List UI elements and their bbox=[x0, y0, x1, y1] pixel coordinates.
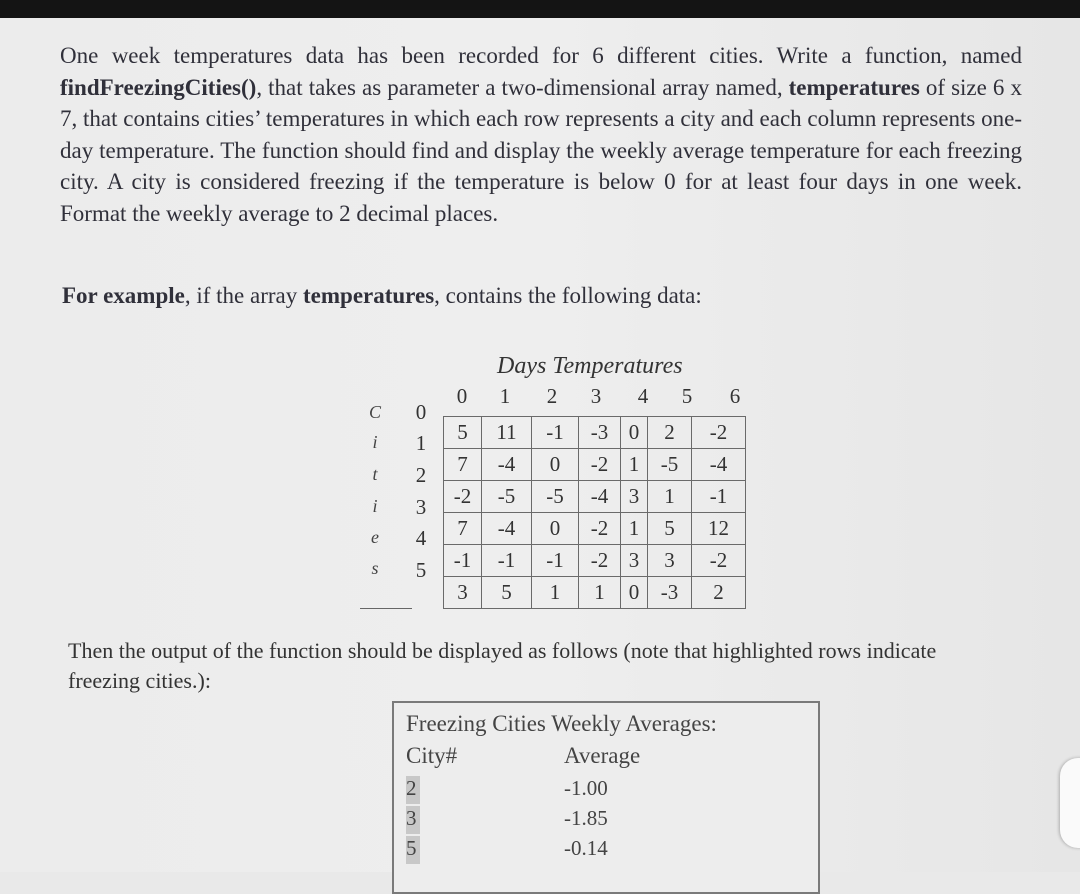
intro-text-1: One week temperatures data has been recorded for 6 different cities. Write a function, named bbox=[60, 43, 1022, 68]
cities-label-letter: C bbox=[368, 402, 381, 422]
col-header: 2 bbox=[546, 384, 558, 408]
table-cell: -1 bbox=[444, 545, 482, 577]
row-index: 3 bbox=[415, 495, 427, 519]
table-cell: 0 bbox=[532, 513, 579, 545]
table-cell: -4 bbox=[692, 449, 746, 481]
example-tail: , contains the following data: bbox=[434, 283, 702, 308]
col-header: 6 bbox=[729, 384, 741, 408]
row-index: 2 bbox=[415, 463, 427, 487]
table-cell: -4 bbox=[482, 513, 532, 545]
cities-label-letter: e bbox=[371, 527, 379, 547]
cities-label-letter: i bbox=[372, 432, 378, 452]
col-header: 5 bbox=[681, 384, 693, 408]
table-cell: -1 bbox=[482, 545, 532, 577]
city-header: City# bbox=[406, 743, 458, 768]
output-explanation: Then the output of the function should be displayed as follows (note that highlighted rows indicate freezing cities.): bbox=[68, 638, 937, 693]
output-average-value: -1.00 bbox=[564, 776, 608, 800]
output-average-value: -1.85 bbox=[564, 806, 608, 830]
example-line bbox=[62, 283, 702, 309]
table-cell: -2 bbox=[579, 449, 621, 481]
table-row bbox=[444, 481, 746, 513]
table-cell: 5 bbox=[648, 513, 692, 545]
table-cell: 7 bbox=[444, 513, 482, 545]
table-cell: 1 bbox=[621, 449, 648, 481]
table-row bbox=[444, 449, 746, 481]
table-cell: 7 bbox=[444, 449, 482, 481]
table-cell: -3 bbox=[648, 577, 692, 609]
table-cell: -2 bbox=[692, 545, 746, 577]
output-city-number: 5 bbox=[406, 836, 417, 860]
row-index: 4 bbox=[415, 526, 427, 550]
output-city-number: 3 bbox=[406, 806, 417, 830]
table-cell: 2 bbox=[692, 577, 746, 609]
table-cell: 2 bbox=[648, 417, 692, 449]
example-lead: For example bbox=[62, 283, 185, 308]
cities-label-letter: i bbox=[372, 496, 378, 516]
example-array-name: temperatures bbox=[303, 283, 435, 308]
table-cell: -4 bbox=[579, 481, 621, 513]
scroll-edge-tab[interactable] bbox=[1060, 758, 1080, 848]
top-black-bar bbox=[0, 0, 1080, 18]
row-index: 1 bbox=[415, 431, 427, 455]
table-cell: -2 bbox=[444, 481, 482, 513]
table-cell: 5 bbox=[482, 577, 532, 609]
table-cell: -2 bbox=[579, 513, 621, 545]
cities-underline bbox=[360, 608, 412, 609]
table-cell: -1 bbox=[692, 481, 746, 513]
question-page bbox=[0, 18, 1080, 872]
table-cell: 0 bbox=[621, 417, 648, 449]
intro-text-3: of size 6 x 7, that contains cities’ temperatures in which each row represents a city and each column represents one-day temperature. The function should find and display the weekly average temperature for each freezing city. A city is considered freezing if the temperature is below 0 for at least four days in one week. Format the weekly average to 2 decimal places. bbox=[60, 74, 1023, 226]
table-cell: 1 bbox=[621, 513, 648, 545]
row-index: 5 bbox=[415, 558, 427, 582]
table-cell: 11 bbox=[482, 417, 532, 449]
table-cell: 1 bbox=[579, 577, 621, 609]
function-name: findFreezingCities() bbox=[60, 74, 257, 100]
table-cell: -5 bbox=[532, 481, 579, 513]
table-cell: 3 bbox=[648, 545, 692, 577]
table-cell: -1 bbox=[532, 417, 579, 449]
col-header: 0 bbox=[456, 384, 468, 408]
table-cell: -3 bbox=[579, 417, 621, 449]
table-cell: 5 bbox=[444, 417, 482, 449]
table-row bbox=[444, 513, 746, 545]
cities-label-letter: t bbox=[372, 464, 378, 484]
table-cell: 1 bbox=[532, 577, 579, 609]
table-cell: -5 bbox=[482, 481, 532, 513]
table-cell: 12 bbox=[692, 513, 746, 545]
intro-text-2: , that takes as parameter a two-dimensional array named, bbox=[256, 74, 789, 100]
table-cell: 1 bbox=[648, 481, 692, 513]
example-mid: , if the array bbox=[184, 283, 303, 308]
problem-statement bbox=[60, 40, 1022, 229]
output-average-value: -0.14 bbox=[564, 836, 608, 860]
table-cell: 3 bbox=[621, 545, 648, 577]
table-cell: -2 bbox=[692, 417, 746, 449]
table-cell: 3 bbox=[621, 481, 648, 513]
row-index: 0 bbox=[415, 400, 427, 424]
table-cell: -2 bbox=[579, 545, 621, 577]
table-cell: 3 bbox=[444, 577, 482, 609]
table-row bbox=[444, 577, 746, 609]
array-name: temperatures bbox=[788, 74, 920, 100]
table-cell: -5 bbox=[648, 449, 692, 481]
average-header: Average bbox=[564, 743, 641, 768]
output-box bbox=[392, 701, 820, 894]
table-row bbox=[444, 417, 746, 449]
temperatures-table bbox=[443, 416, 746, 609]
table-cell: -4 bbox=[482, 449, 532, 481]
col-header: 3 bbox=[590, 384, 602, 408]
cities-label-letter: s bbox=[371, 558, 379, 578]
output-city-number: 2 bbox=[406, 776, 417, 800]
table-cell: -1 bbox=[532, 545, 579, 577]
days-temperatures-title: Days Temperatures bbox=[497, 353, 683, 379]
output-title: Freezing Cities Weekly Averages: bbox=[406, 711, 717, 736]
col-header: 4 bbox=[637, 384, 649, 408]
table-cell: 0 bbox=[532, 449, 579, 481]
table-cell: 0 bbox=[621, 577, 648, 609]
table-row bbox=[444, 545, 746, 577]
col-header: 1 bbox=[499, 384, 511, 408]
